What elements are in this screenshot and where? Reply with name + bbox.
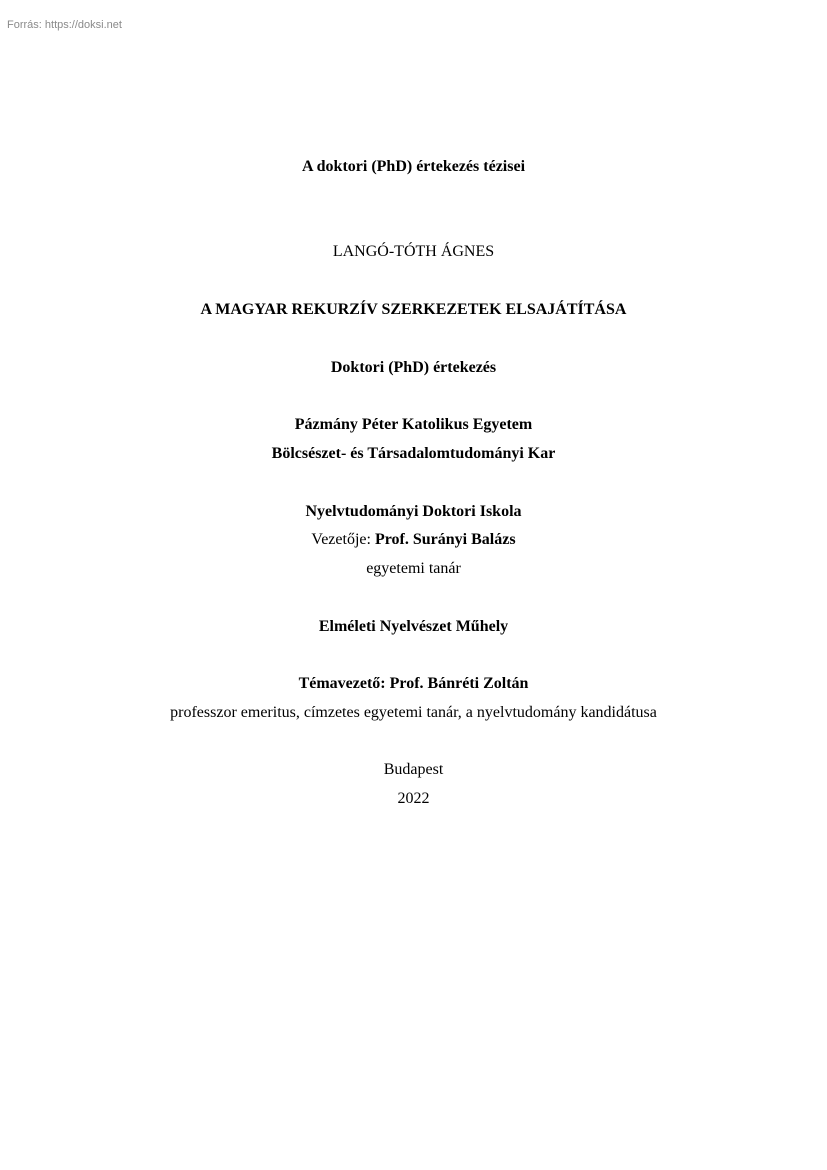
document-title: A doktori (PhD) értekezés tézisei (301, 158, 526, 175)
faculty-name: Bölcsészet- és Társadalomtudományi Kar (271, 445, 556, 462)
workshop-name: Elméleti Nyelvészet Műhely (318, 618, 509, 635)
place: Budapest (383, 761, 444, 778)
doctoral-school-leader (0, 530, 827, 550)
leader-position: egyetemi tanár (366, 560, 461, 577)
leader-label: Vezetője: (311, 531, 375, 548)
source-note: Forrás: https://doksi.net (7, 19, 122, 31)
supervisor-name: Témavezető: Prof. Bánréti Zoltán (298, 675, 529, 692)
university-name: Pázmány Péter Katolikus Egyetem (294, 416, 533, 433)
thesis-type: Doktori (PhD) értekezés (330, 359, 497, 376)
author-name: LANGÓ-TÓTH ÁGNES (332, 243, 495, 260)
thesis-title: A MAGYAR REKURZÍV SZERKEZETEK ELSAJÁTÍTÁSA (200, 301, 627, 318)
year: 2022 (397, 790, 430, 807)
supervisor-position: professzor emeritus, címzetes egyetemi tanár, a nyelvtudomány kandidátusa (170, 704, 657, 721)
leader-name: Prof. Surányi Balázs (374, 531, 516, 548)
doctoral-school-name: Nyelvtudományi Doktori Iskola (305, 503, 522, 520)
